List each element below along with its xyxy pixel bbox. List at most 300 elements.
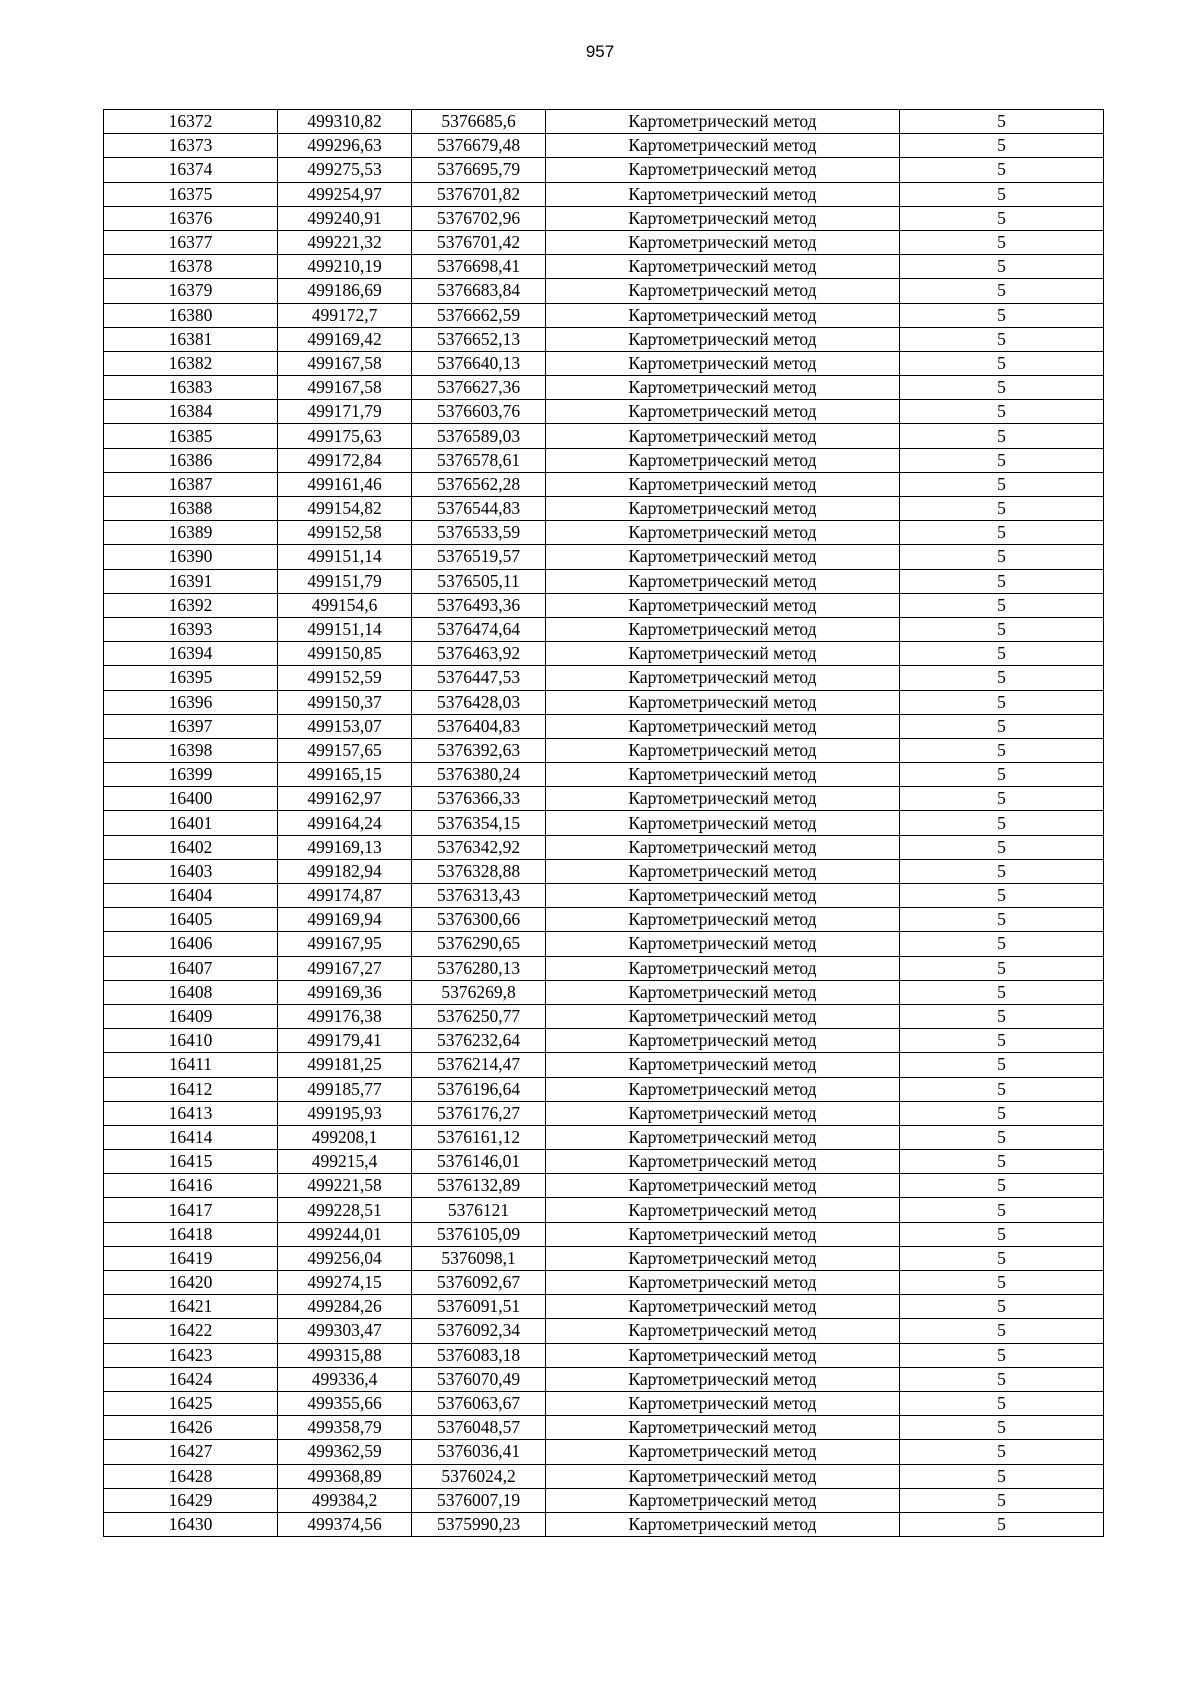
y-coordinate-cell: 5376105,09 <box>412 1222 546 1246</box>
method-cell: Картометрический метод <box>546 279 900 303</box>
point-number-cell: 16381 <box>104 327 278 351</box>
accuracy-cell: 5 <box>900 1101 1104 1125</box>
point-number-cell: 16390 <box>104 545 278 569</box>
x-coordinate-cell: 499310,82 <box>278 110 412 134</box>
table-row <box>104 497 1104 521</box>
point-number-cell: 16373 <box>104 134 278 158</box>
accuracy-cell: 5 <box>900 738 1104 762</box>
accuracy-cell: 5 <box>900 884 1104 908</box>
accuracy-cell: 5 <box>900 1271 1104 1295</box>
x-coordinate-cell: 499179,41 <box>278 1029 412 1053</box>
table-row <box>104 1391 1104 1415</box>
y-coordinate-cell: 5376698,41 <box>412 255 546 279</box>
method-cell: Картометрический метод <box>546 593 900 617</box>
method-cell: Картометрический метод <box>546 738 900 762</box>
accuracy-cell: 5 <box>900 255 1104 279</box>
table-row <box>104 158 1104 182</box>
point-number-cell: 16396 <box>104 690 278 714</box>
x-coordinate-cell: 499151,14 <box>278 617 412 641</box>
x-coordinate-cell: 499154,6 <box>278 593 412 617</box>
x-coordinate-cell: 499244,01 <box>278 1222 412 1246</box>
point-number-cell: 16401 <box>104 811 278 835</box>
x-coordinate-cell: 499150,85 <box>278 642 412 666</box>
x-coordinate-cell: 499208,1 <box>278 1125 412 1149</box>
y-coordinate-cell: 5376300,66 <box>412 908 546 932</box>
point-number-cell: 16414 <box>104 1125 278 1149</box>
point-number-cell: 16418 <box>104 1222 278 1246</box>
x-coordinate-cell: 499358,79 <box>278 1416 412 1440</box>
x-coordinate-cell: 499181,25 <box>278 1053 412 1077</box>
method-cell: Картометрический метод <box>546 376 900 400</box>
method-cell: Картометрический метод <box>546 1246 900 1270</box>
x-coordinate-cell: 499162,97 <box>278 787 412 811</box>
x-coordinate-cell: 499176,38 <box>278 1004 412 1028</box>
method-cell: Картометрический метод <box>546 763 900 787</box>
point-number-cell: 16391 <box>104 569 278 593</box>
point-number-cell: 16395 <box>104 666 278 690</box>
point-number-cell: 16393 <box>104 617 278 641</box>
table-row <box>104 569 1104 593</box>
x-coordinate-cell: 499274,15 <box>278 1271 412 1295</box>
table-row <box>104 1246 1104 1270</box>
x-coordinate-cell: 499167,58 <box>278 376 412 400</box>
table-row <box>104 666 1104 690</box>
method-cell: Картометрический метод <box>546 472 900 496</box>
method-cell: Картометрический метод <box>546 1367 900 1391</box>
accuracy-cell: 5 <box>900 448 1104 472</box>
accuracy-cell: 5 <box>900 690 1104 714</box>
table-row <box>104 859 1104 883</box>
accuracy-cell: 5 <box>900 182 1104 206</box>
accuracy-cell: 5 <box>900 859 1104 883</box>
y-coordinate-cell: 5376662,59 <box>412 303 546 327</box>
table-row <box>104 134 1104 158</box>
y-coordinate-cell: 5376366,33 <box>412 787 546 811</box>
y-coordinate-cell: 5376354,15 <box>412 811 546 835</box>
y-coordinate-cell: 5376640,13 <box>412 351 546 375</box>
table-row <box>104 787 1104 811</box>
y-coordinate-cell: 5376098,1 <box>412 1246 546 1270</box>
x-coordinate-cell: 499210,19 <box>278 255 412 279</box>
y-coordinate-cell: 5376036,41 <box>412 1440 546 1464</box>
point-number-cell: 16412 <box>104 1077 278 1101</box>
accuracy-cell: 5 <box>900 327 1104 351</box>
table-row <box>104 521 1104 545</box>
table-row <box>104 956 1104 980</box>
x-coordinate-cell: 499362,59 <box>278 1440 412 1464</box>
coordinates-table-body <box>104 110 1104 1537</box>
method-cell: Картометрический метод <box>546 1271 900 1295</box>
table-row <box>104 1004 1104 1028</box>
table-row <box>104 230 1104 254</box>
accuracy-cell: 5 <box>900 932 1104 956</box>
x-coordinate-cell: 499153,07 <box>278 714 412 738</box>
point-number-cell: 16424 <box>104 1367 278 1391</box>
accuracy-cell: 5 <box>900 980 1104 1004</box>
method-cell: Картометрический метод <box>546 1488 900 1512</box>
accuracy-cell: 5 <box>900 1343 1104 1367</box>
method-cell: Картометрический метод <box>546 1101 900 1125</box>
y-coordinate-cell: 5376679,48 <box>412 134 546 158</box>
accuracy-cell: 5 <box>900 1367 1104 1391</box>
point-number-cell: 16375 <box>104 182 278 206</box>
table-row <box>104 1174 1104 1198</box>
y-coordinate-cell: 5376544,83 <box>412 497 546 521</box>
y-coordinate-cell: 5376562,28 <box>412 472 546 496</box>
table-row <box>104 932 1104 956</box>
table-row <box>104 1053 1104 1077</box>
table-row <box>104 1440 1104 1464</box>
accuracy-cell: 5 <box>900 1512 1104 1536</box>
y-coordinate-cell: 5376493,36 <box>412 593 546 617</box>
method-cell: Картометрический метод <box>546 884 900 908</box>
point-number-cell: 16429 <box>104 1488 278 1512</box>
y-coordinate-cell: 5376083,18 <box>412 1343 546 1367</box>
accuracy-cell: 5 <box>900 303 1104 327</box>
point-number-cell: 16378 <box>104 255 278 279</box>
point-number-cell: 16425 <box>104 1391 278 1415</box>
y-coordinate-cell: 5376048,57 <box>412 1416 546 1440</box>
accuracy-cell: 5 <box>900 1246 1104 1270</box>
point-number-cell: 16422 <box>104 1319 278 1343</box>
x-coordinate-cell: 499174,87 <box>278 884 412 908</box>
x-coordinate-cell: 499315,88 <box>278 1343 412 1367</box>
point-number-cell: 16398 <box>104 738 278 762</box>
table-row <box>104 1101 1104 1125</box>
accuracy-cell: 5 <box>900 642 1104 666</box>
point-number-cell: 16407 <box>104 956 278 980</box>
accuracy-cell: 5 <box>900 497 1104 521</box>
method-cell: Картометрический метод <box>546 1029 900 1053</box>
point-number-cell: 16402 <box>104 835 278 859</box>
point-number-cell: 16423 <box>104 1343 278 1367</box>
method-cell: Картометрический метод <box>546 1391 900 1415</box>
accuracy-cell: 5 <box>900 1222 1104 1246</box>
table-row <box>104 327 1104 351</box>
y-coordinate-cell: 5376505,11 <box>412 569 546 593</box>
x-coordinate-cell: 499167,58 <box>278 351 412 375</box>
x-coordinate-cell: 499165,15 <box>278 763 412 787</box>
table-row <box>104 1488 1104 1512</box>
x-coordinate-cell: 499368,89 <box>278 1464 412 1488</box>
accuracy-cell: 5 <box>900 763 1104 787</box>
accuracy-cell: 5 <box>900 1295 1104 1319</box>
table-row <box>104 1150 1104 1174</box>
table-row <box>104 1198 1104 1222</box>
point-number-cell: 16394 <box>104 642 278 666</box>
method-cell: Картометрический метод <box>546 497 900 521</box>
x-coordinate-cell: 499185,77 <box>278 1077 412 1101</box>
accuracy-cell: 5 <box>900 666 1104 690</box>
x-coordinate-cell: 499254,97 <box>278 182 412 206</box>
point-number-cell: 16389 <box>104 521 278 545</box>
table-row <box>104 110 1104 134</box>
accuracy-cell: 5 <box>900 1391 1104 1415</box>
accuracy-cell: 5 <box>900 158 1104 182</box>
point-number-cell: 16377 <box>104 230 278 254</box>
point-number-cell: 16408 <box>104 980 278 1004</box>
method-cell: Картометрический метод <box>546 1416 900 1440</box>
point-number-cell: 16411 <box>104 1053 278 1077</box>
y-coordinate-cell: 5376161,12 <box>412 1125 546 1149</box>
table-row <box>104 206 1104 230</box>
table-row <box>104 690 1104 714</box>
x-coordinate-cell: 499221,32 <box>278 230 412 254</box>
method-cell: Картометрический метод <box>546 1053 900 1077</box>
point-number-cell: 16386 <box>104 448 278 472</box>
y-coordinate-cell: 5376447,53 <box>412 666 546 690</box>
method-cell: Картометрический метод <box>546 1295 900 1319</box>
x-coordinate-cell: 499215,4 <box>278 1150 412 1174</box>
table-row <box>104 1319 1104 1343</box>
x-coordinate-cell: 499161,46 <box>278 472 412 496</box>
method-cell: Картометрический метод <box>546 980 900 1004</box>
accuracy-cell: 5 <box>900 1150 1104 1174</box>
method-cell: Картометрический метод <box>546 448 900 472</box>
point-number-cell: 16410 <box>104 1029 278 1053</box>
y-coordinate-cell: 5376380,24 <box>412 763 546 787</box>
y-coordinate-cell: 5376652,13 <box>412 327 546 351</box>
x-coordinate-cell: 499182,94 <box>278 859 412 883</box>
point-number-cell: 16430 <box>104 1512 278 1536</box>
accuracy-cell: 5 <box>900 521 1104 545</box>
point-number-cell: 16376 <box>104 206 278 230</box>
x-coordinate-cell: 499172,7 <box>278 303 412 327</box>
y-coordinate-cell: 5376342,92 <box>412 835 546 859</box>
method-cell: Картометрический метод <box>546 714 900 738</box>
point-number-cell: 16419 <box>104 1246 278 1270</box>
y-coordinate-cell: 5376121 <box>412 1198 546 1222</box>
y-coordinate-cell: 5376176,27 <box>412 1101 546 1125</box>
y-coordinate-cell: 5376250,77 <box>412 1004 546 1028</box>
y-coordinate-cell: 5376280,13 <box>412 956 546 980</box>
y-coordinate-cell: 5376091,51 <box>412 1295 546 1319</box>
y-coordinate-cell: 5376392,63 <box>412 738 546 762</box>
table-row <box>104 1367 1104 1391</box>
accuracy-cell: 5 <box>900 569 1104 593</box>
method-cell: Картометрический метод <box>546 134 900 158</box>
table-row <box>104 1077 1104 1101</box>
point-number-cell: 16426 <box>104 1416 278 1440</box>
method-cell: Картометрический метод <box>546 303 900 327</box>
point-number-cell: 16406 <box>104 932 278 956</box>
y-coordinate-cell: 5376232,64 <box>412 1029 546 1053</box>
table-row <box>104 1343 1104 1367</box>
point-number-cell: 16416 <box>104 1174 278 1198</box>
table-row <box>104 255 1104 279</box>
point-number-cell: 16415 <box>104 1150 278 1174</box>
y-coordinate-cell: 5376269,8 <box>412 980 546 1004</box>
y-coordinate-cell: 5376404,83 <box>412 714 546 738</box>
method-cell: Картометрический метод <box>546 1198 900 1222</box>
x-coordinate-cell: 499186,69 <box>278 279 412 303</box>
x-coordinate-cell: 499169,42 <box>278 327 412 351</box>
method-cell: Картометрический метод <box>546 1464 900 1488</box>
y-coordinate-cell: 5376214,47 <box>412 1053 546 1077</box>
table-row <box>104 738 1104 762</box>
method-cell: Картометрический метод <box>546 545 900 569</box>
y-coordinate-cell: 5376070,49 <box>412 1367 546 1391</box>
table-row <box>104 763 1104 787</box>
method-cell: Картометрический метод <box>546 1004 900 1028</box>
accuracy-cell: 5 <box>900 1319 1104 1343</box>
x-coordinate-cell: 499303,47 <box>278 1319 412 1343</box>
table-row <box>104 279 1104 303</box>
x-coordinate-cell: 499152,58 <box>278 521 412 545</box>
accuracy-cell: 5 <box>900 376 1104 400</box>
x-coordinate-cell: 499167,95 <box>278 932 412 956</box>
point-number-cell: 16380 <box>104 303 278 327</box>
point-number-cell: 16383 <box>104 376 278 400</box>
accuracy-cell: 5 <box>900 593 1104 617</box>
accuracy-cell: 5 <box>900 1198 1104 1222</box>
accuracy-cell: 5 <box>900 279 1104 303</box>
point-number-cell: 16403 <box>104 859 278 883</box>
accuracy-cell: 5 <box>900 472 1104 496</box>
x-coordinate-cell: 499152,59 <box>278 666 412 690</box>
point-number-cell: 16413 <box>104 1101 278 1125</box>
table-row <box>104 1222 1104 1246</box>
accuracy-cell: 5 <box>900 1004 1104 1028</box>
accuracy-cell: 5 <box>900 835 1104 859</box>
y-coordinate-cell: 5375990,23 <box>412 1512 546 1536</box>
table-row <box>104 1464 1104 1488</box>
accuracy-cell: 5 <box>900 714 1104 738</box>
point-number-cell: 16385 <box>104 424 278 448</box>
accuracy-cell: 5 <box>900 1125 1104 1149</box>
point-number-cell: 16421 <box>104 1295 278 1319</box>
x-coordinate-cell: 499284,26 <box>278 1295 412 1319</box>
method-cell: Картометрический метод <box>546 255 900 279</box>
table-row <box>104 908 1104 932</box>
method-cell: Картометрический метод <box>546 1343 900 1367</box>
method-cell: Картометрический метод <box>546 521 900 545</box>
x-coordinate-cell: 499355,66 <box>278 1391 412 1415</box>
point-number-cell: 16387 <box>104 472 278 496</box>
point-number-cell: 16405 <box>104 908 278 932</box>
coordinates-table <box>103 109 1104 1537</box>
method-cell: Картометрический метод <box>546 811 900 835</box>
method-cell: Картометрический метод <box>546 110 900 134</box>
method-cell: Картометрический метод <box>546 327 900 351</box>
method-cell: Картометрический метод <box>546 1222 900 1246</box>
accuracy-cell: 5 <box>900 351 1104 375</box>
method-cell: Картометрический метод <box>546 230 900 254</box>
x-coordinate-cell: 499154,82 <box>278 497 412 521</box>
accuracy-cell: 5 <box>900 956 1104 980</box>
x-coordinate-cell: 499256,04 <box>278 1246 412 1270</box>
y-coordinate-cell: 5376146,01 <box>412 1150 546 1174</box>
y-coordinate-cell: 5376578,61 <box>412 448 546 472</box>
accuracy-cell: 5 <box>900 424 1104 448</box>
method-cell: Картометрический метод <box>546 351 900 375</box>
method-cell: Картометрический метод <box>546 908 900 932</box>
y-coordinate-cell: 5376063,67 <box>412 1391 546 1415</box>
accuracy-cell: 5 <box>900 1416 1104 1440</box>
point-number-cell: 16372 <box>104 110 278 134</box>
accuracy-cell: 5 <box>900 617 1104 641</box>
table-row <box>104 593 1104 617</box>
point-number-cell: 16392 <box>104 593 278 617</box>
x-coordinate-cell: 499169,94 <box>278 908 412 932</box>
x-coordinate-cell: 499157,65 <box>278 738 412 762</box>
method-cell: Картометрический метод <box>546 1319 900 1343</box>
y-coordinate-cell: 5376702,96 <box>412 206 546 230</box>
table-row <box>104 400 1104 424</box>
table-row <box>104 303 1104 327</box>
y-coordinate-cell: 5376313,43 <box>412 884 546 908</box>
table-row <box>104 714 1104 738</box>
method-cell: Картометрический метод <box>546 1077 900 1101</box>
table-row <box>104 1125 1104 1149</box>
y-coordinate-cell: 5376695,79 <box>412 158 546 182</box>
method-cell: Картометрический метод <box>546 1512 900 1536</box>
x-coordinate-cell: 499384,2 <box>278 1488 412 1512</box>
x-coordinate-cell: 499221,58 <box>278 1174 412 1198</box>
method-cell: Картометрический метод <box>546 1125 900 1149</box>
y-coordinate-cell: 5376290,65 <box>412 932 546 956</box>
y-coordinate-cell: 5376463,92 <box>412 642 546 666</box>
y-coordinate-cell: 5376007,19 <box>412 1488 546 1512</box>
method-cell: Картометрический метод <box>546 617 900 641</box>
method-cell: Картометрический метод <box>546 932 900 956</box>
method-cell: Картометрический метод <box>546 642 900 666</box>
point-number-cell: 16399 <box>104 763 278 787</box>
method-cell: Картометрический метод <box>546 182 900 206</box>
y-coordinate-cell: 5376701,82 <box>412 182 546 206</box>
table-row <box>104 980 1104 1004</box>
accuracy-cell: 5 <box>900 1488 1104 1512</box>
table-row <box>104 545 1104 569</box>
table-row <box>104 1295 1104 1319</box>
y-coordinate-cell: 5376132,89 <box>412 1174 546 1198</box>
table-row <box>104 182 1104 206</box>
point-number-cell: 16379 <box>104 279 278 303</box>
point-number-cell: 16400 <box>104 787 278 811</box>
point-number-cell: 16397 <box>104 714 278 738</box>
point-number-cell: 16409 <box>104 1004 278 1028</box>
y-coordinate-cell: 5376092,67 <box>412 1271 546 1295</box>
accuracy-cell: 5 <box>900 400 1104 424</box>
table-row <box>104 448 1104 472</box>
x-coordinate-cell: 499151,14 <box>278 545 412 569</box>
y-coordinate-cell: 5376519,57 <box>412 545 546 569</box>
accuracy-cell: 5 <box>900 1440 1104 1464</box>
accuracy-cell: 5 <box>900 1077 1104 1101</box>
y-coordinate-cell: 5376533,59 <box>412 521 546 545</box>
point-number-cell: 16382 <box>104 351 278 375</box>
point-number-cell: 16388 <box>104 497 278 521</box>
table-row <box>104 472 1104 496</box>
table-row <box>104 835 1104 859</box>
method-cell: Картометрический метод <box>546 690 900 714</box>
x-coordinate-cell: 499175,63 <box>278 424 412 448</box>
x-coordinate-cell: 499228,51 <box>278 1198 412 1222</box>
accuracy-cell: 5 <box>900 811 1104 835</box>
y-coordinate-cell: 5376428,03 <box>412 690 546 714</box>
table-row <box>104 1271 1104 1295</box>
x-coordinate-cell: 499169,36 <box>278 980 412 1004</box>
y-coordinate-cell: 5376196,64 <box>412 1077 546 1101</box>
accuracy-cell: 5 <box>900 1029 1104 1053</box>
x-coordinate-cell: 499164,24 <box>278 811 412 835</box>
y-coordinate-cell: 5376603,76 <box>412 400 546 424</box>
x-coordinate-cell: 499374,56 <box>278 1512 412 1536</box>
x-coordinate-cell: 499169,13 <box>278 835 412 859</box>
y-coordinate-cell: 5376685,6 <box>412 110 546 134</box>
method-cell: Картометрический метод <box>546 1440 900 1464</box>
table-row <box>104 642 1104 666</box>
